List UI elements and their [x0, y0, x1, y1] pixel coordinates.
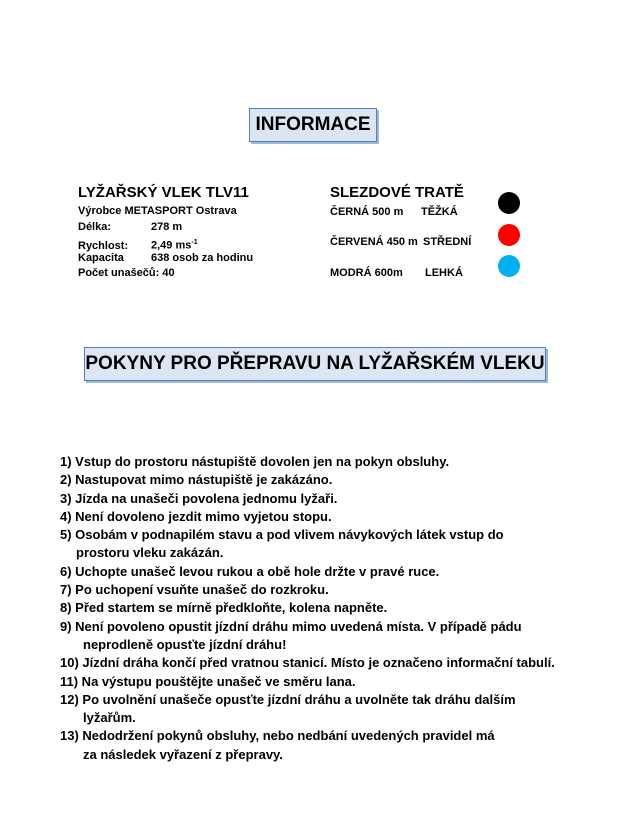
- lift-heading: LYŽAŘSKÝ VLEK TLV11: [78, 184, 249, 201]
- rule-text: 2) Nastupovat mimo nástupiště je zakázáno.: [60, 472, 333, 488]
- rule-item: [60, 508, 620, 526]
- length-row: [78, 220, 253, 236]
- rule-text: 4) Není dovoleno jezdit mimo vyjetou stopu.: [60, 508, 332, 524]
- rule-text: 9) Není povoleno opustit jízdní dráhu mimo uvedená místa. V případě pádu: [60, 618, 522, 634]
- rule-item: [60, 727, 620, 764]
- rule-item: [60, 490, 620, 508]
- rule-continuation: lyžařům.: [83, 710, 136, 726]
- rule-continuation: neprodleně opusťte jízdní dráhu!: [83, 636, 287, 652]
- rule-item: [60, 453, 620, 471]
- speed-row: [78, 235, 253, 251]
- length-label: Délka:: [78, 220, 112, 233]
- speed-unit-exponent: -1: [191, 239, 198, 246]
- rule-item: [60, 526, 620, 563]
- rule-continuation: prostoru vleku zakázán.: [76, 545, 224, 561]
- rule-item: [60, 581, 620, 599]
- rule-text: 12) Po uvolnění unašeče opusťte jízdní dráhu a uvolněte tak dráhu dalším: [60, 691, 516, 707]
- carriers-line: Počet unašečů: 40: [78, 267, 175, 279]
- slope-red-difficulty: STŘEDNÍ: [423, 236, 472, 248]
- slope-blue: [330, 267, 463, 279]
- capacity-row: [78, 251, 253, 267]
- rule-item: [60, 471, 620, 489]
- slope-black: [330, 206, 458, 218]
- rule-text: 6) Uchopte unašeč levou rukou a obě hole držte v pravé ruce.: [60, 563, 440, 579]
- rule-continuation: za následek vyřazení z přepravy.: [83, 746, 283, 762]
- rule-text: 13) Nedodržení pokynů obsluhy, nebo nedbání uvedených pravidel má: [60, 728, 495, 744]
- rule-text: 11) Na výstupu pouštějte unašeč ve směru lana.: [60, 673, 356, 689]
- slope-blue-difficulty: LEHKÁ: [425, 267, 463, 279]
- rule-item: [60, 691, 620, 728]
- rule-item: [60, 618, 620, 655]
- capacity-value: 638 osob za hodinu: [151, 251, 254, 264]
- info-title: INFORMACE: [249, 108, 377, 142]
- rules-list: [60, 453, 620, 764]
- slopes-heading: SLEZDOVÉ TRATĚ: [330, 184, 464, 201]
- capacity-label: Kapacita: [78, 251, 124, 264]
- manufacturer-line: Výrobce METASPORT Ostrava: [78, 205, 237, 217]
- rules-title: POKYNY PRO PŘEPRAVU NA LYŽAŘSKÉM VLEKU: [84, 347, 546, 381]
- red-slope-dot: [498, 224, 520, 246]
- rule-text: 7) Po uchopení vsuňte unašeč do rozkroku.: [60, 582, 329, 598]
- blue-slope-dot: [498, 255, 520, 277]
- slope-red: [330, 236, 472, 248]
- speed-value: 2,49 ms: [151, 239, 192, 252]
- rule-text: 3) Jízda na unašeči povolena jednomu lyžaři.: [60, 490, 338, 506]
- rule-text: 8) Před startem se mírně předkloňte, kolena napněte.: [60, 600, 388, 616]
- slope-black-difficulty: TĚŽKÁ: [421, 206, 458, 218]
- rule-text: 10) Jízdní dráha končí před vratnou stanicí. Místo je označeno informační tabulí.: [60, 655, 555, 671]
- rule-item: [60, 654, 620, 672]
- black-slope-dot: [498, 192, 520, 214]
- rule-item: [60, 673, 620, 691]
- slope-red-name: ČERVENÁ 450 m: [330, 236, 418, 248]
- length-value: 278 m: [151, 220, 183, 233]
- slope-black-name: ČERNÁ 500 m: [330, 206, 404, 218]
- rule-item: [60, 563, 620, 581]
- rule-text: 5) Osobám v podnapilém stavu a pod vlivem návykových látek vstup do: [60, 527, 504, 543]
- speed-label: Rychlost:: [78, 239, 129, 252]
- rule-item: [60, 599, 620, 617]
- lift-info: [78, 184, 253, 282]
- slope-blue-name: MODRÁ 600m: [330, 267, 403, 279]
- rule-text: 1) Vstup do prostoru nástupiště dovolen jen na pokyn obsluhy.: [60, 454, 450, 469]
